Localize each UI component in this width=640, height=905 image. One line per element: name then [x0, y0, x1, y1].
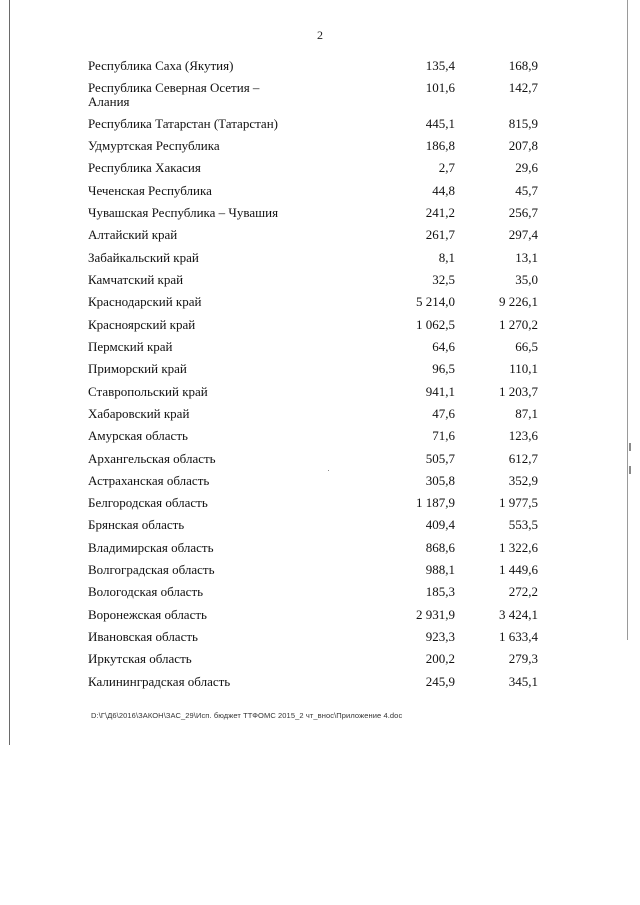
region-name: Чувашская Республика – Чувашия — [88, 205, 279, 220]
region-name: Архангельская область — [88, 451, 216, 466]
value-column-2: 207,8 — [508, 138, 538, 153]
region-name: Приморский край — [88, 361, 187, 376]
value-column-1: 923,3 — [425, 629, 455, 644]
scan-mark — [629, 443, 631, 451]
value-column-1: 5 214,0 — [416, 294, 455, 309]
scan-speck — [328, 470, 329, 471]
value-column-2: 279,3 — [508, 651, 538, 666]
region-name: Белгородская область — [88, 495, 208, 510]
value-column-1: 868,6 — [425, 540, 455, 555]
region-name: Хабаровский край — [88, 406, 190, 421]
value-column-2: 1 270,2 — [499, 317, 538, 332]
value-column-2: 352,9 — [508, 473, 538, 488]
value-column-1: 32,5 — [432, 272, 455, 287]
region-name: Республика Татарстан (Татарстан) — [88, 116, 278, 131]
value-column-1: 44,8 — [432, 183, 455, 198]
region-name: Ивановская область — [88, 629, 198, 644]
region-name: Алтайский край — [88, 227, 178, 242]
value-column-1: 1 187,9 — [416, 495, 455, 510]
region-name: Республика Северная Осетия – Алания — [88, 80, 260, 109]
value-column-2: 1 203,7 — [499, 384, 538, 399]
value-column-2: 272,2 — [508, 584, 538, 599]
value-column-2: 45,7 — [515, 183, 538, 198]
region-name: Воронежская область — [88, 607, 207, 622]
value-column-1: 409,4 — [425, 517, 455, 532]
region-name: Ставропольский край — [88, 384, 208, 399]
value-column-1: 101,6 — [425, 80, 455, 95]
value-column-1: 1 062,5 — [416, 317, 455, 332]
region-name: Брянская область — [88, 517, 185, 532]
value-column-2: 256,7 — [508, 205, 538, 220]
region-name: Пермский край — [88, 339, 173, 354]
region-name: Чеченская Республика — [88, 183, 212, 198]
value-column-2: 3 424,1 — [499, 607, 538, 622]
value-column-2: 35,0 — [515, 272, 538, 287]
footer-file-path: D:\Г\Д6\2016\ЗАКОН\ЗАС_29\Исп. бюджет ТТФОМС 2015_2 чт_внос\Приложение 4.doc — [91, 711, 403, 720]
value-column-1: 305,8 — [425, 473, 455, 488]
value-column-1: 185,3 — [425, 584, 455, 599]
value-column-1: 96,5 — [432, 361, 455, 376]
value-column-1: 241,2 — [425, 205, 455, 220]
region-name: Республика Хакасия — [88, 160, 201, 175]
value-column-2: 66,5 — [515, 339, 538, 354]
value-column-2: 1 322,6 — [499, 540, 538, 555]
value-column-1: 47,6 — [432, 406, 455, 421]
value-column-2: 1 449,6 — [499, 562, 538, 577]
region-name: Республика Саха (Якутия) — [88, 58, 234, 73]
value-column-1: 941,1 — [425, 384, 455, 399]
value-column-1: 200,2 — [425, 651, 455, 666]
region-name: Камчатский край — [88, 272, 184, 287]
value-column-2: 815,9 — [508, 116, 538, 131]
value-column-1: 2,7 — [438, 160, 455, 175]
value-column-2: 168,9 — [508, 58, 538, 73]
page-left-edge — [9, 0, 10, 745]
value-column-1: 135,4 — [425, 58, 455, 73]
value-column-2: 13,1 — [515, 250, 538, 265]
region-name: Астраханская область — [88, 473, 210, 488]
region-name: Владимирская область — [88, 540, 214, 555]
value-column-2: 553,5 — [508, 517, 538, 532]
value-column-2: 87,1 — [515, 406, 538, 421]
value-column-2: 297,4 — [508, 227, 538, 242]
region-name: Иркутская область — [88, 651, 192, 666]
value-column-2: 1 633,4 — [499, 629, 538, 644]
region-name: Амурская область — [88, 428, 188, 443]
value-column-2: 1 977,5 — [499, 495, 538, 510]
value-column-1: 505,7 — [425, 451, 455, 466]
value-column-1: 988,1 — [425, 562, 455, 577]
value-column-2: 142,7 — [508, 80, 538, 95]
region-name: Краснодарский край — [88, 294, 202, 309]
region-name: Вологодская область — [88, 584, 204, 599]
region-name: Волгоградская область — [88, 562, 215, 577]
value-column-1: 8,1 — [438, 250, 455, 265]
value-column-2: 123,6 — [508, 428, 538, 443]
region-name: Калининградская область — [88, 674, 231, 689]
value-column-2: 29,6 — [515, 160, 538, 175]
value-column-2: 110,1 — [509, 361, 538, 376]
scan-mark — [629, 466, 631, 474]
value-column-1: 64,6 — [432, 339, 455, 354]
value-column-1: 71,6 — [432, 428, 455, 443]
value-column-2: 612,7 — [508, 451, 538, 466]
value-column-1: 2 931,9 — [416, 607, 455, 622]
value-column-2: 345,1 — [508, 674, 538, 689]
region-name: Красноярский край — [88, 317, 196, 332]
region-name: Забайкальский край — [88, 250, 199, 265]
value-column-2: 9 226,1 — [499, 294, 538, 309]
value-column-1: 261,7 — [425, 227, 455, 242]
page-number: 2 — [317, 28, 323, 42]
value-column-1: 186,8 — [425, 138, 455, 153]
region-name: Удмуртская Республика — [88, 138, 220, 153]
value-column-1: 245,9 — [425, 674, 455, 689]
page-right-edge — [627, 0, 628, 640]
value-column-1: 445,1 — [425, 116, 455, 131]
